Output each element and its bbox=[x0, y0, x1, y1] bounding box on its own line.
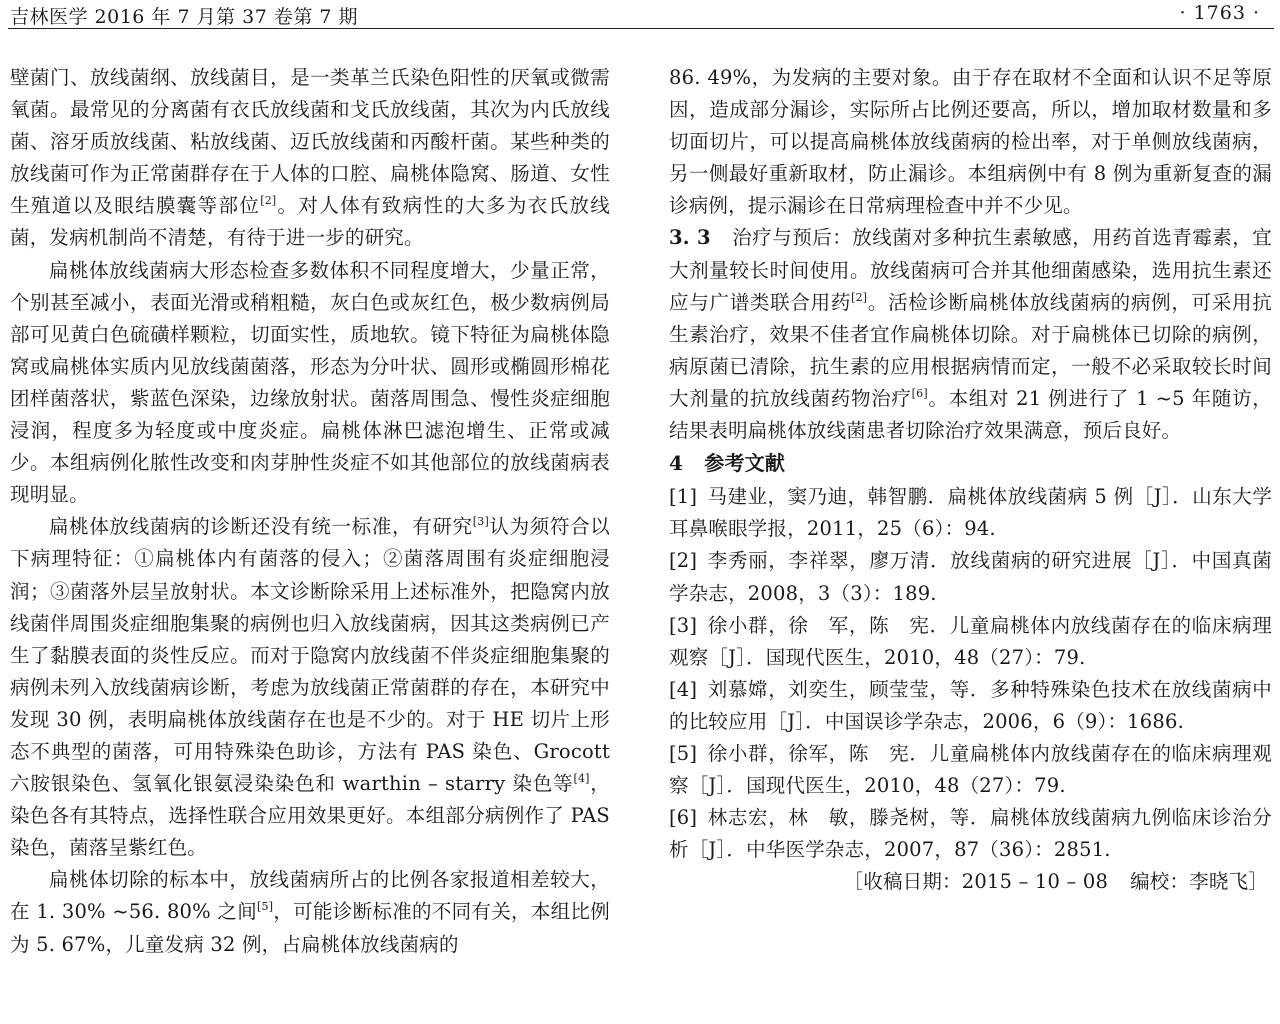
received-date-line: ［收稿日期：2015 – 10 – 08 编校：李晓飞］ bbox=[843, 870, 1268, 894]
right-column bbox=[669, 62, 1272, 898]
reference-item: [1] 马建业，窦乃迪，韩智鹏．扁桃体放线菌病 5 例［J］．山东大学耳鼻喉眼学报，2011，25（6）：94. bbox=[669, 485, 1272, 541]
reference-list bbox=[669, 481, 1272, 866]
section-3-3: 3. 3 治疗与预后：放线菌对多种抗生素敏感，用药首选青霉素，宜大剂量较长时间使用。放线菌病可合并其他细菌感染，选用抗生素还应与广谱类联合用药[2]。活检诊断扁桃体放线菌病的病例，可采用抗生素治疗，效果不佳者宜作扁桃体切除。对于扁桃体已切除的病例，病原菌已清除，抗生素的应用根据病情而定，一般不必采取较长时间大剂量的抗放线菌药物治疗[6]。本组对 21 例进行了 1 ~5 年随访，结果表明扁桃体放线菌患者切除治疗效果满意，预后良好。 bbox=[669, 226, 1273, 443]
reference-item: [5] 徐小群，徐军，陈 宪．儿童扁桃体内放线菌存在的临床病理观察［J］．国现代医生，2010，48（27）：79. bbox=[669, 741, 1272, 798]
reference-item: [6] 林志宏，林 敏，滕尧树，等．扁桃体放线菌病九例临床诊治分析［J］．中华医学杂志，2007，87（36）：2851. bbox=[669, 806, 1272, 862]
editor: 编校：李晓飞］ bbox=[1130, 870, 1268, 894]
reference-item: [4] 刘慕嫦，刘奕生，顾莹莹，等．多种特殊染色技术在放线菌病中的比较应用［J］．中国误诊学杂志，2006，6（9）：1686. bbox=[669, 677, 1272, 733]
reference-item: [3] 徐小群，徐 军，陈 宪．儿童扁桃体内放线菌存在的临床病理观察［J］．国现代医生，2010，48（27）：79. bbox=[669, 613, 1272, 669]
citation[interactable]: [5] bbox=[257, 900, 274, 914]
citation[interactable]: [3] bbox=[472, 515, 489, 529]
paragraph: 扁桃体放线菌病大形态检查多数体积不同程度增大，少量正常，个别甚至减小，表面光滑或稍粗糙，灰白色或灰红色，极少数病例局部可见黄白色硫磺样颗粒，切面实性，质地软。镜下特征为扁桃体隐窝或扁桃体实质内见放线菌菌落，形态为分叶状、圆形或椭圆形棉花团样菌落状，紫蓝色深染，边缘放射状。菌落周围急、慢性炎症细胞浸润，程度多为轻度或中度炎症。扁桃体淋巴滤泡增生、正常或减少。本组病例化脓性改变和肉芽肿性炎症不如其他部位的放线菌病表现明显。 bbox=[10, 258, 610, 507]
journal-header: 吉林医学 2016 年 7 月第 37 卷第 7 期 bbox=[10, 6, 359, 28]
paragraph: 壁菌门、放线菌纲、放线菌目，是一类革兰氏染色阳性的厌氧或微需氧菌。最常见的分离菌有衣氏放线菌和戈氏放线菌，其次为内氏放线菌、溶牙质放线菌、粘放线菌、迈氏放线菌和丙酸杆菌。某些种类的放线菌可作为正常菌群存在于人体的口腔、扁桃体隐窝、肠道、女性生殖道以及眼结膜囊等部位[2]。对人体有致病性的大多为衣氏放线菌，发病机制尚不清楚，有待于进一步的研究。 bbox=[10, 66, 610, 250]
paragraph: 扁桃体切除的标本中，放线菌病所占的比例各家报道相差较大，在 1. 30% ~56. 80% 之间[5]，可能诊断标准的不同有关，本组比例为 5. 67%，儿童发病 32 例，占扁桃体放线菌病的 bbox=[10, 868, 610, 956]
references-heading: 4 参考文献 bbox=[669, 451, 786, 476]
header-rule bbox=[8, 28, 1274, 29]
left-column bbox=[10, 62, 610, 961]
paragraph: 扁桃体放线菌病的诊断还没有统一标准，有研究[3]认为须符合以下病理特征：①扁桃体内有菌落的侵入；②菌落周围有炎症细胞浸润；③菌落外层呈放射状。本文诊断除采用上述标准外，把隐窝内放线菌伴周围炎症细胞集聚的病例也归入放线菌病，因其这类病例已产生了黏膜表面的炎性反应。而对于隐窝内放线菌不伴炎症细胞集聚的病例未列入放线菌病诊断，考虑为放线菌正常菌群的存在，本研究中发现 30 例，表明扁桃体放线菌存在也是不少的。对于 HE 切片上形态不典型的菌落，可用特殊染色助诊，方法有 PAS 染色、Grocott 六胺银染色、氢氧化银氨浸染染色和 warthin – starry 染色等[4]，染色各有其特点，选择性联合应用效果更好。本组部分病例作了 PAS 染色，菌落呈紫红色。 bbox=[10, 515, 611, 860]
citation[interactable]: [2] bbox=[260, 194, 277, 208]
citation[interactable]: [4] bbox=[573, 772, 590, 786]
section-number: 3. 3 bbox=[669, 226, 711, 250]
reference-item: [2] 李秀丽，李祥翠，廖万清．放线菌病的研究进展［J］．中国真菌学杂志，2008，3（3）：189. bbox=[669, 549, 1272, 605]
citation[interactable]: [6] bbox=[911, 386, 928, 400]
page-number: · 1763 · bbox=[1179, 2, 1260, 24]
citation[interactable]: [2] bbox=[851, 290, 868, 304]
paragraph: 86. 49%，为发病的主要对象。由于存在取材不全面和认识不足等原因，造成部分漏诊，实际所占比例还要高，所以，增加取材数量和多切面切片，可以提高扁桃体放线菌病的检出率，对于单侧放线菌病，另一侧最好重新取材，防止漏诊。本组病例中有 8 例为重新复查的漏诊病例，提示漏诊在日常病理检查中并不少见。 bbox=[669, 66, 1272, 218]
